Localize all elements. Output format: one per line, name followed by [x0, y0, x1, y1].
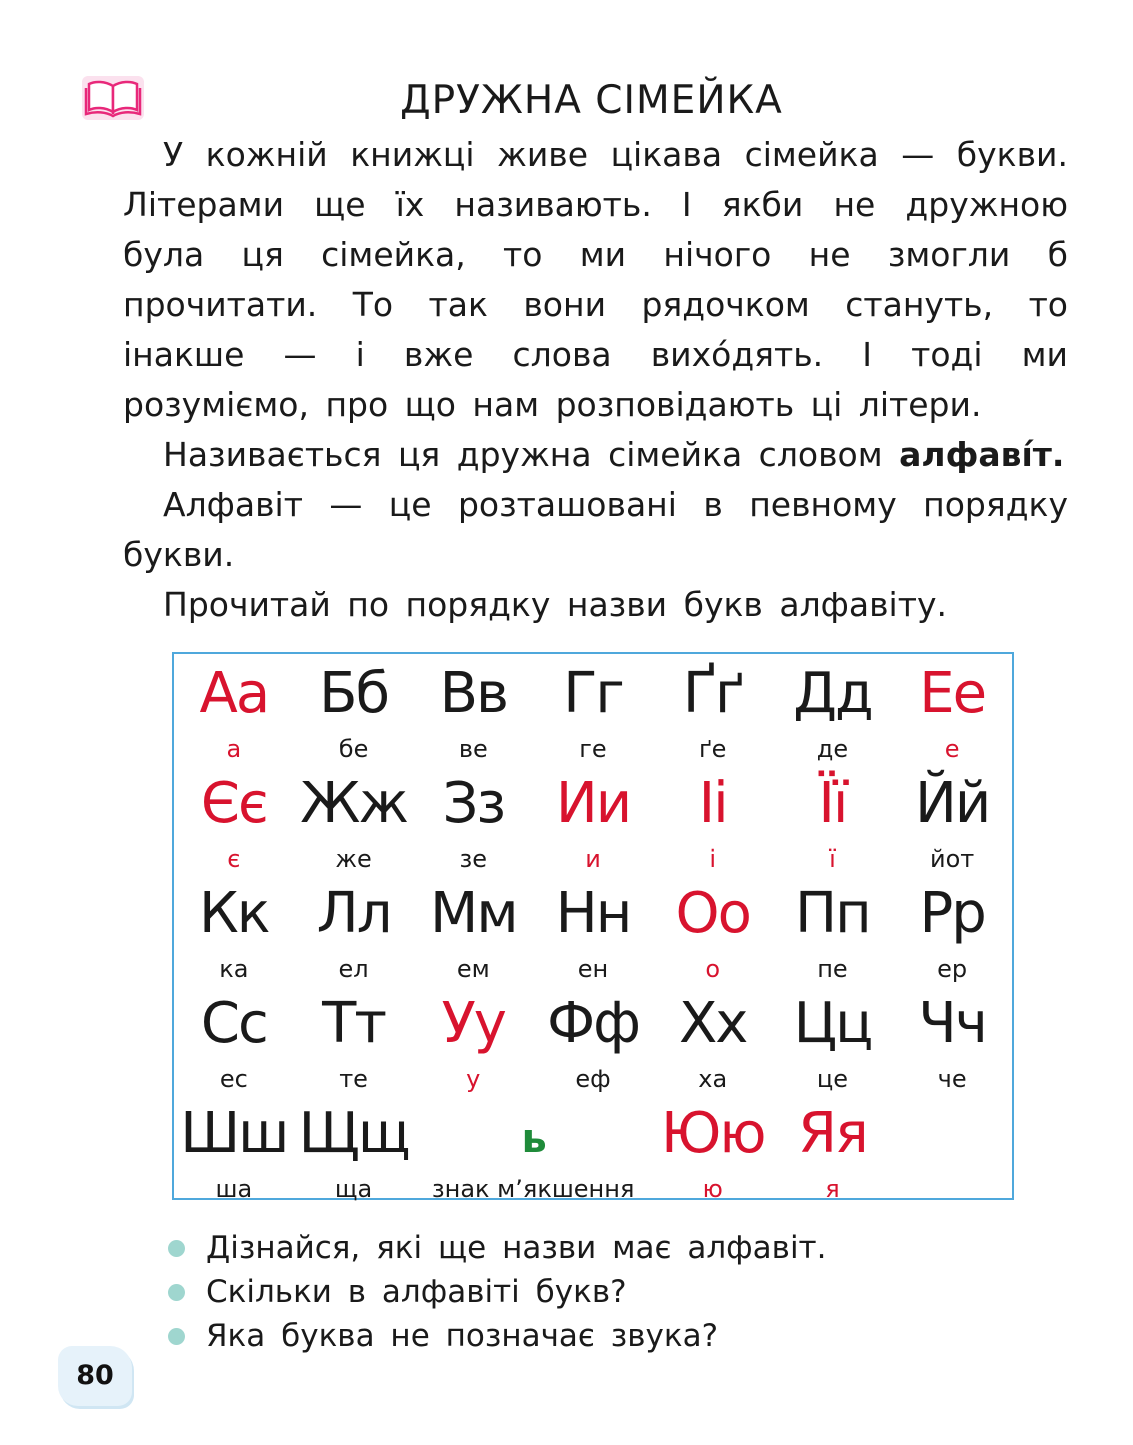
letter-name: ю: [702, 1175, 723, 1203]
letter-cell: [174, 656, 294, 766]
letter-pair: Вв: [439, 661, 507, 726]
letter-cell: [773, 1096, 893, 1206]
alphabet-sentence-text: Називається ця дружна сімейка словом: [163, 435, 883, 474]
reading-task: Прочитай по порядку назви букв алфавіту.: [163, 585, 947, 624]
letter-name: я: [825, 1175, 840, 1203]
letter-cell: [294, 986, 414, 1096]
letter-name: ем: [456, 955, 490, 983]
letter-pair: Яя: [798, 1101, 867, 1166]
letter-pair: Лл: [316, 881, 391, 946]
letter-name: і: [709, 845, 717, 873]
letter-cell: [174, 766, 294, 876]
letter-name: е: [944, 735, 960, 763]
letter-pair: Аа: [199, 661, 269, 726]
letter-name: знак м’якшення: [431, 1175, 635, 1203]
letter-name: де: [816, 735, 849, 763]
letter-pair: Нн: [555, 881, 631, 946]
letter-cell: [892, 876, 1012, 986]
letter-pair: Мм: [430, 881, 517, 946]
letter-cell: [653, 766, 773, 876]
letter-pair: Жж: [300, 771, 407, 836]
letter-pair: Сс: [200, 991, 267, 1056]
letter-name: у: [466, 1065, 481, 1093]
letter-cell: [533, 876, 653, 986]
letter-cell: [892, 986, 1012, 1096]
letter-pair: Щщ: [298, 1101, 409, 1166]
letter-name: ер: [937, 955, 968, 983]
page-number: 80: [58, 1346, 132, 1406]
letter-pair: Оо: [675, 881, 750, 946]
letter-pair: Рр: [919, 881, 985, 946]
question-list: [168, 1226, 826, 1358]
story-paragraph: У кожній книжці живе цікава сімейка — букви. Літерами ще їх називають. І якби не дружною була ця сімейка, то ми нічого не змогли б прочитати. То так вони рядочком стануть, то інакше — і вже слова вихо́дять. І тоді ми розуміємо, про що нам розповідають ці літери.: [123, 135, 1068, 424]
letter-cell: [773, 986, 893, 1096]
story-text: [123, 130, 1068, 630]
letter-cell: [892, 656, 1012, 766]
letter-pair: Ее: [919, 661, 986, 726]
letter-name: ща: [334, 1175, 373, 1203]
letter-name: ел: [338, 955, 369, 983]
letter-cell: [294, 876, 414, 986]
letter-name: це: [816, 1065, 848, 1093]
letter-pair: Ґґ: [682, 661, 743, 726]
question-item: [168, 1226, 826, 1270]
letter-pair: Тт: [322, 991, 385, 1056]
letter-name: ї: [829, 845, 836, 873]
bullet-icon: [168, 1284, 185, 1301]
letter-pair: Юю: [660, 1101, 765, 1166]
letter-cell: [533, 656, 653, 766]
letter-pair: Шш: [180, 1101, 288, 1166]
letter-name: ка: [219, 955, 249, 983]
letter-name: ен: [577, 955, 609, 983]
letter-cell: [773, 876, 893, 986]
letter-name: же: [335, 845, 372, 873]
letter-cell: [413, 986, 533, 1096]
letter-cell: [294, 1096, 414, 1206]
letter-pair: Цц: [793, 991, 872, 1056]
letter-cell: [773, 766, 893, 876]
question-text: Дізнайся, які ще назви має алфавіт.: [206, 1230, 827, 1266]
letter-cell: [174, 876, 294, 986]
letter-name: о: [705, 955, 721, 983]
letter-name: еф: [575, 1065, 611, 1093]
letter-pair: Хх: [678, 991, 747, 1056]
letter-cell: [413, 876, 533, 986]
letter-name: бе: [338, 735, 369, 763]
letter-name: пе: [817, 955, 848, 983]
letter-name: че: [937, 1065, 967, 1093]
page-title: ДРУЖНА СІМЕЙКА: [400, 78, 783, 123]
alphabet-term: алфаві́т.: [899, 435, 1065, 474]
letter-pair: Чч: [918, 991, 986, 1056]
letter-cell: [413, 766, 533, 876]
letter-name: а: [226, 735, 242, 763]
letter-cell: [294, 766, 414, 876]
letter-pair: Єє: [200, 771, 267, 836]
letter-name: ге: [579, 735, 607, 763]
letter-name: ес: [219, 1065, 248, 1093]
letter-cell: [533, 766, 653, 876]
letter-cell: [653, 1096, 773, 1206]
bullet-icon: [168, 1328, 185, 1345]
letter-name: ве: [458, 735, 488, 763]
letter-name: зе: [459, 845, 488, 873]
letter-pair: Ии: [555, 771, 631, 836]
letter-pair: Йй: [914, 771, 990, 836]
letter-cell: [533, 986, 653, 1096]
soft-sign-cell: [413, 1096, 652, 1206]
letter-cell: [653, 656, 773, 766]
letter-cell: [174, 986, 294, 1096]
letter-pair: Фф: [546, 991, 640, 1056]
letter-pair: Її: [818, 771, 847, 836]
letter-pair: Іі: [698, 771, 727, 836]
question-item: [168, 1270, 826, 1314]
letter-pair: Кк: [199, 881, 269, 946]
letter-name: є: [227, 845, 241, 873]
question-text: Яка буква не позначає звука?: [206, 1318, 719, 1354]
alphabet-table: [172, 652, 1014, 1203]
alphabet-grid: [174, 654, 1012, 1203]
letter-cell: [773, 656, 893, 766]
letter-pair: Зз: [442, 771, 505, 836]
letter-name: те: [339, 1065, 368, 1093]
letter-pair: Дд: [793, 661, 872, 726]
letter-cell: [653, 876, 773, 986]
letter-cell: [892, 766, 1012, 876]
letter-pair: ь: [521, 1116, 545, 1162]
letter-cell: [294, 656, 414, 766]
letter-name: и: [585, 845, 601, 873]
letter-cell: [174, 1096, 294, 1206]
letter-name: ґе: [699, 735, 727, 763]
letter-pair: Уу: [441, 991, 505, 1056]
letter-name: ша: [215, 1175, 253, 1203]
alphabet-definition-paragraph: [123, 430, 1068, 480]
letter-cell: [653, 986, 773, 1096]
alphabet-explanation-paragraph: Алфавіт — це розташовані в певному порядку букви.: [123, 485, 1068, 574]
letter-pair: Гг: [563, 661, 623, 726]
question-text: Скільки в алфавіті букв?: [206, 1274, 627, 1310]
letter-name: йот: [930, 845, 975, 873]
bullet-icon: [168, 1240, 185, 1257]
letter-cell: [413, 656, 533, 766]
question-item: [168, 1314, 826, 1358]
letter-pair: Пп: [795, 881, 870, 946]
letter-name: ха: [698, 1065, 728, 1093]
letter-pair: Бб: [319, 661, 389, 726]
